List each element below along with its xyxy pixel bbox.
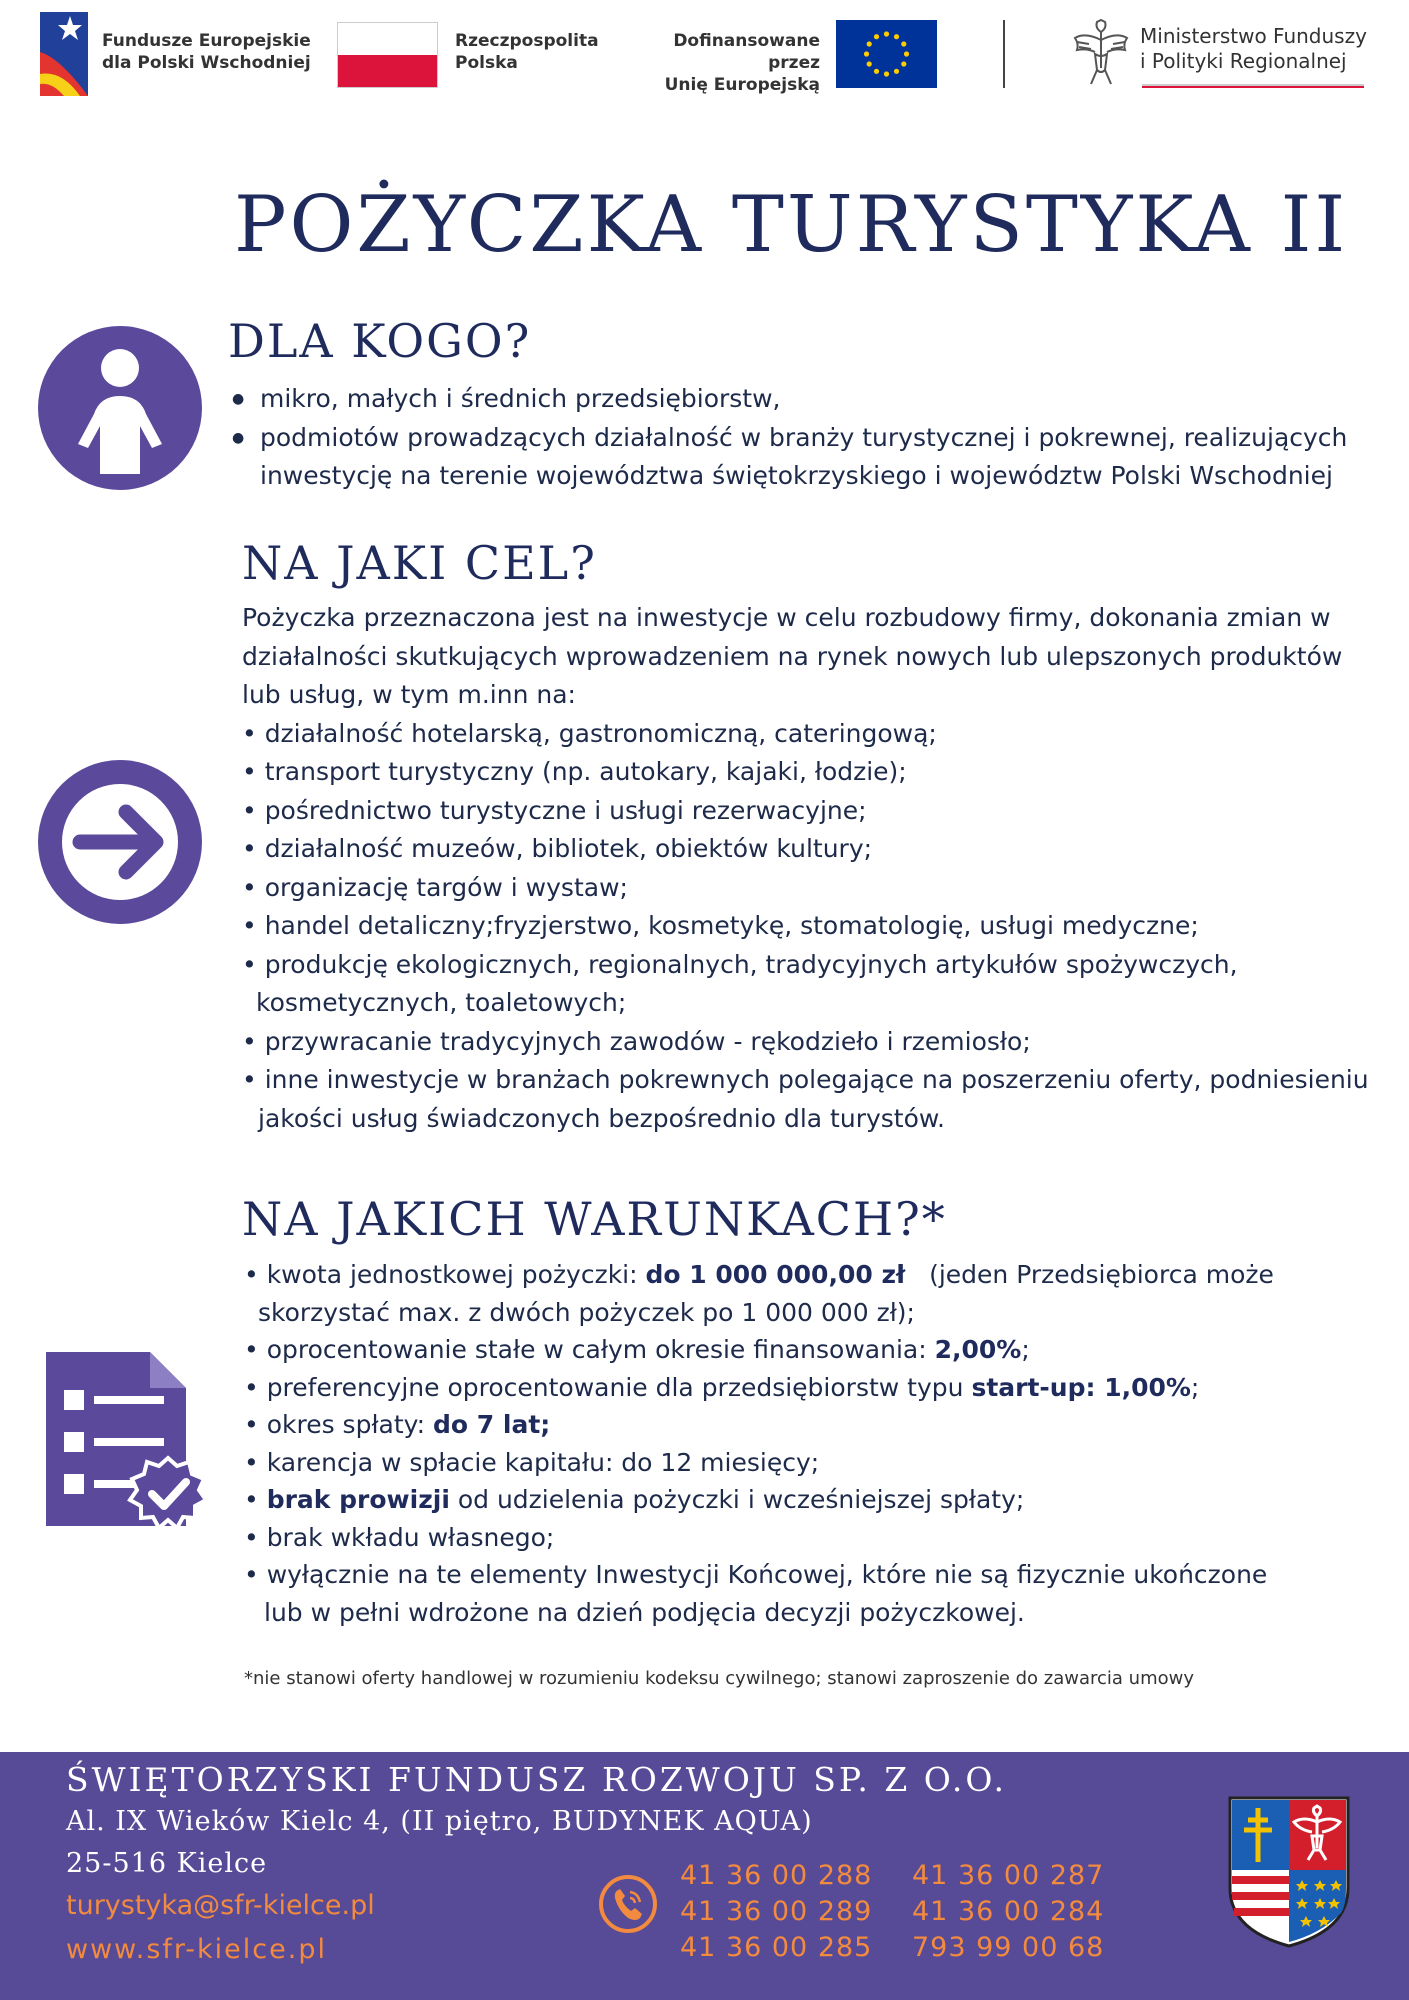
checklist-document-icon: [46, 1352, 210, 1530]
company-name: ŚWIĘTORZYSKI FUNDUSZ ROZWOJU SP. Z O.O.: [66, 1760, 1008, 1799]
fe-logo-icon: [40, 12, 88, 96]
list-item-continuation: kosmetycznych, toaletowych;: [256, 988, 627, 1017]
fe-logo: [40, 12, 88, 96]
condition-line: • brak prowizji od udzielenia pożyczki i wcześniejszej spłaty;: [244, 1485, 1025, 1514]
ue-text-line2: Unię Europejską: [664, 75, 820, 95]
condition-line: • karencja w spłacie kapitału: do 12 miesięcy;: [244, 1447, 820, 1477]
list-item: • działalność muzeów, bibliotek, obiektów kultury;: [242, 834, 873, 863]
intro-line: Pożyczka przeznaczona jest na inwestycje w celu rozbudowy firmy, dokonania zmian w: [242, 603, 1331, 632]
condition-line: • wyłącznie na te elementy Inwestycji Końcowej, które nie są fizycznie ukończone: [244, 1560, 1268, 1589]
coat-of-arms-icon: [1228, 1796, 1350, 1948]
footer: [0, 1752, 1409, 2000]
na-jaki-cel-heading: NA JAKI CEL?: [242, 536, 597, 590]
poland-flag: [337, 22, 438, 88]
list-item: • handel detaliczny;fryzjerstwo, kosmetykę, stomatologię, usługi medyczne;: [242, 911, 1199, 940]
fe-text-line2: dla Polski Wschodniej: [102, 53, 311, 73]
fe-text-line1: Fundusze Europejskie: [102, 31, 311, 51]
phone-number[interactable]: 41 36 00 284: [912, 1896, 1105, 1927]
condition-line: • kwota jednostkowej pożyczki: do 1 000 000,00 zł (jeden Przedsiębiorca może: [244, 1260, 1274, 1289]
min-text-line1: Ministerstwo Funduszy: [1140, 24, 1367, 48]
list-item: • inne inwestycje w branżach pokrewnych polegające na poszerzeniu oferty, podniesieniu: [242, 1065, 1369, 1094]
intro-line: lub usług, w tym m.inn na:: [242, 680, 576, 709]
list-item: • produkcję ekologicznych, regionalnych, tradycyjnych artykułów spożywczych,: [242, 949, 1238, 979]
rp-text-line1: Rzeczpospolita: [455, 31, 599, 51]
condition-line: • brak wkładu własnego;: [244, 1522, 555, 1552]
rp-text-line2: Polska: [455, 53, 518, 73]
condition-line: • okres spłaty: do 7 lat;: [244, 1410, 551, 1439]
list-item: • działalność hotelarską, gastronomiczną, cateringową;: [242, 718, 937, 748]
warunki-heading: NA JAKICH WARUNKACH?*: [242, 1192, 947, 1246]
phone-number[interactable]: 41 36 00 288: [680, 1860, 873, 1891]
list-item: • przywracanie tradycyjnych zawodów - rękodzieło i rzemiosło;: [242, 1026, 1031, 1056]
footnote: *nie stanowi oferty handlowej w rozumieniu kodeksu cywilnego; stanowi zaproszenie do zawarcia umowy: [244, 1668, 1195, 1689]
website-link[interactable]: www.sfr-kielce.pl: [66, 1934, 327, 1965]
list-item: • organizację targów i wystaw;: [242, 872, 628, 902]
ue-text-line1: Dofinansowane przez: [673, 31, 820, 73]
condition-line: • oprocentowanie stałe w całym okresie finansowania: 2,00%;: [244, 1335, 1030, 1364]
list-item: ● mikro, małych i średnich przedsiębiorstw,: [232, 384, 781, 413]
dla-kogo-heading: DLA KOGO?: [228, 314, 532, 368]
person-icon: [38, 326, 202, 490]
min-text-line2: i Polityki Regionalnej: [1140, 49, 1347, 73]
ministry-underline: [1142, 84, 1364, 88]
header-separator: [1003, 20, 1005, 88]
list-item-continuation: jakości usług świadczonych bezpośrednio dla turystów.: [258, 1103, 945, 1133]
company-city: 25-516 Kielce: [66, 1848, 268, 1879]
phone-number[interactable]: 41 36 00 287: [912, 1860, 1105, 1891]
company-address: Al. IX Wieków Kielc 4, (II piętro, BUDYNEK AQUA): [66, 1806, 813, 1837]
list-item: ● podmiotów prowadzących działalność w branży turystycznej i pokrewnej, realizujących: [232, 422, 1348, 452]
phone-number[interactable]: 41 36 00 289: [680, 1896, 873, 1927]
list-item: • pośrednictwo turystyczne i usługi rezerwacyjne;: [242, 795, 867, 825]
phone-number[interactable]: 41 36 00 285: [680, 1932, 873, 1963]
email-link[interactable]: turystyka@sfr-kielce.pl: [66, 1890, 375, 1921]
intro-line: działalności skutkujących wprowadzeniem na rynek nowych lub ulepszonych produktów: [242, 641, 1343, 671]
page-title: POŻYCZKA TURYSTYKA II: [234, 180, 1349, 270]
condition-line-continuation: lub w pełni wdrożone na dzień podjęcia decyzji pożyczkowej.: [264, 1597, 1025, 1627]
arrow-icon: [38, 760, 202, 924]
polish-eagle: [1071, 18, 1131, 88]
eu-flag: [836, 20, 937, 88]
eagle-icon: [1071, 18, 1131, 88]
eu-flag-icon: [836, 20, 937, 88]
condition-line: • preferencyjne oprocentowanie dla przedsiębiorstw typu start-up: 1,00%;: [244, 1372, 1200, 1402]
coat-of-arms: [1228, 1796, 1350, 1948]
condition-line-continuation: skorzystać max. z dwóch pożyczek po 1 000 000 zł);: [258, 1297, 915, 1327]
phone-number[interactable]: 793 99 00 68: [912, 1932, 1105, 1963]
list-item: • transport turystyczny (np. autokary, kajaki, łodzie);: [242, 757, 907, 786]
list-item-continuation: inwestycję na terenie województwa świętokrzyskiego i województw Polski Wschodniej: [260, 461, 1333, 490]
phone-icon: [598, 1874, 658, 1934]
